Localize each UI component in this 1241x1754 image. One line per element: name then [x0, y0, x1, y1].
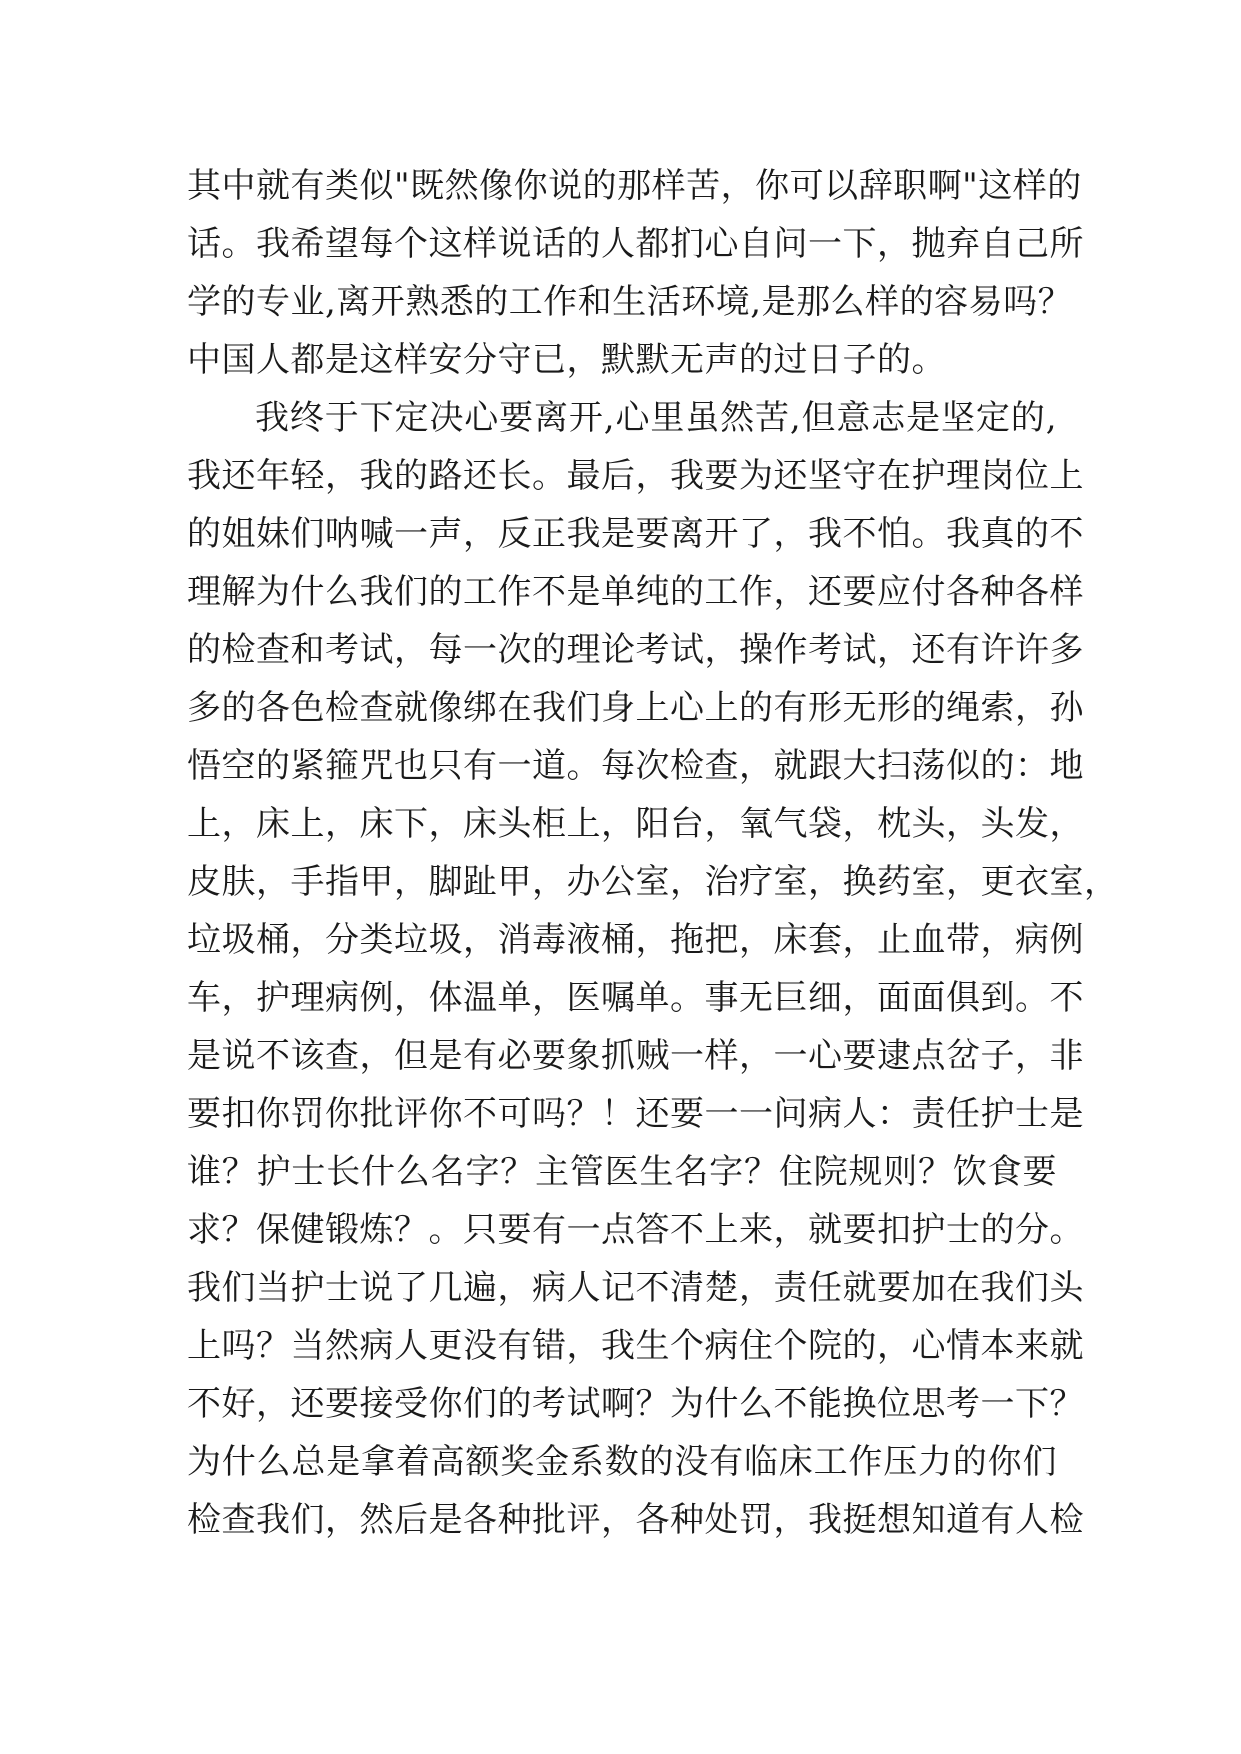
- text-line: 话。我希望每个这样说话的人都扪心自问一下，抛弃自己所: [187, 224, 1084, 264]
- text-line: 的姐妹们呐喊一声，反正我是要离开了，我不怕。我真的不: [187, 514, 1084, 554]
- text-line: 为什么总是拿着高额奖金系数的没有临床工作压力的你们: [187, 1442, 1057, 1482]
- text-line: 理解为什么我们的工作不是单纯的工作，还要应付各种各样: [187, 572, 1084, 612]
- text-line: 垃圾桶，分类垃圾，消毒液桶，拖把，床套，止血带，病例: [187, 920, 1084, 960]
- text-line: 谁？护士长什么名字？主管医生名字？住院规则？饮食要: [187, 1152, 1057, 1192]
- text-line: 学的专业,离开熟悉的工作和生活环境,是那么样的容易吗？: [187, 282, 1073, 322]
- text-line: 我终于下定决心要离开,心里虽然苦,但意志是坚定的,: [255, 398, 1057, 438]
- text-line: 是说不该查，但是有必要象抓贼一样，一心要逮点岔子，非: [187, 1036, 1084, 1076]
- text-line: 要扣你罚你批评你不可吗？！还要一一问病人：责任护士是: [187, 1094, 1084, 1134]
- body-text: [187, 157, 1119, 1549]
- paragraph-1: [187, 157, 1084, 389]
- text-line: 上，床上，床下，床头柜上，阳台，氧气袋，枕头，头发，: [187, 804, 1084, 844]
- text-line: 我还年轻，我的路还长。最后，我要为还坚守在护理岗位上: [187, 456, 1084, 496]
- text-line: 悟空的紧箍咒也只有一道。每次检查，就跟大扫荡似的：地: [187, 746, 1084, 786]
- paragraph-2: [187, 389, 1119, 1549]
- text-line: 求？保健锻炼？。只要有一点答不上来，就要扣护士的分。: [187, 1210, 1084, 1250]
- text-line: 皮肤，手指甲，脚趾甲，办公室，治疗室，换药室，更衣室，: [187, 862, 1119, 902]
- text-line: 不好，还要接受你们的考试啊？为什么不能换位思考一下？: [187, 1384, 1084, 1424]
- text-line: 检查我们，然后是各种批评，各种处罚，我挺想知道有人检: [187, 1500, 1084, 1540]
- text-line: 多的各色检查就像绑在我们身上心上的有形无形的绳索，孙: [187, 688, 1084, 728]
- text-line: 上吗？当然病人更没有错，我生个病住个院的，心情本来就: [187, 1326, 1084, 1366]
- text-line: 的检查和考试，每一次的理论考试，操作考试，还有许许多: [187, 630, 1084, 670]
- text-line: 我们当护士说了几遍，病人记不清楚，责任就要加在我们头: [187, 1268, 1084, 1308]
- text-line: 车，护理病例，体温单，医嘱单。事无巨细，面面俱到。不: [187, 978, 1084, 1018]
- text-line: 其中就有类似"既然像你说的那样苦，你可以辞职啊"这样的: [187, 166, 1082, 206]
- text-line: 中国人都是这样安分守已，默默无声的过日子的。: [187, 340, 946, 380]
